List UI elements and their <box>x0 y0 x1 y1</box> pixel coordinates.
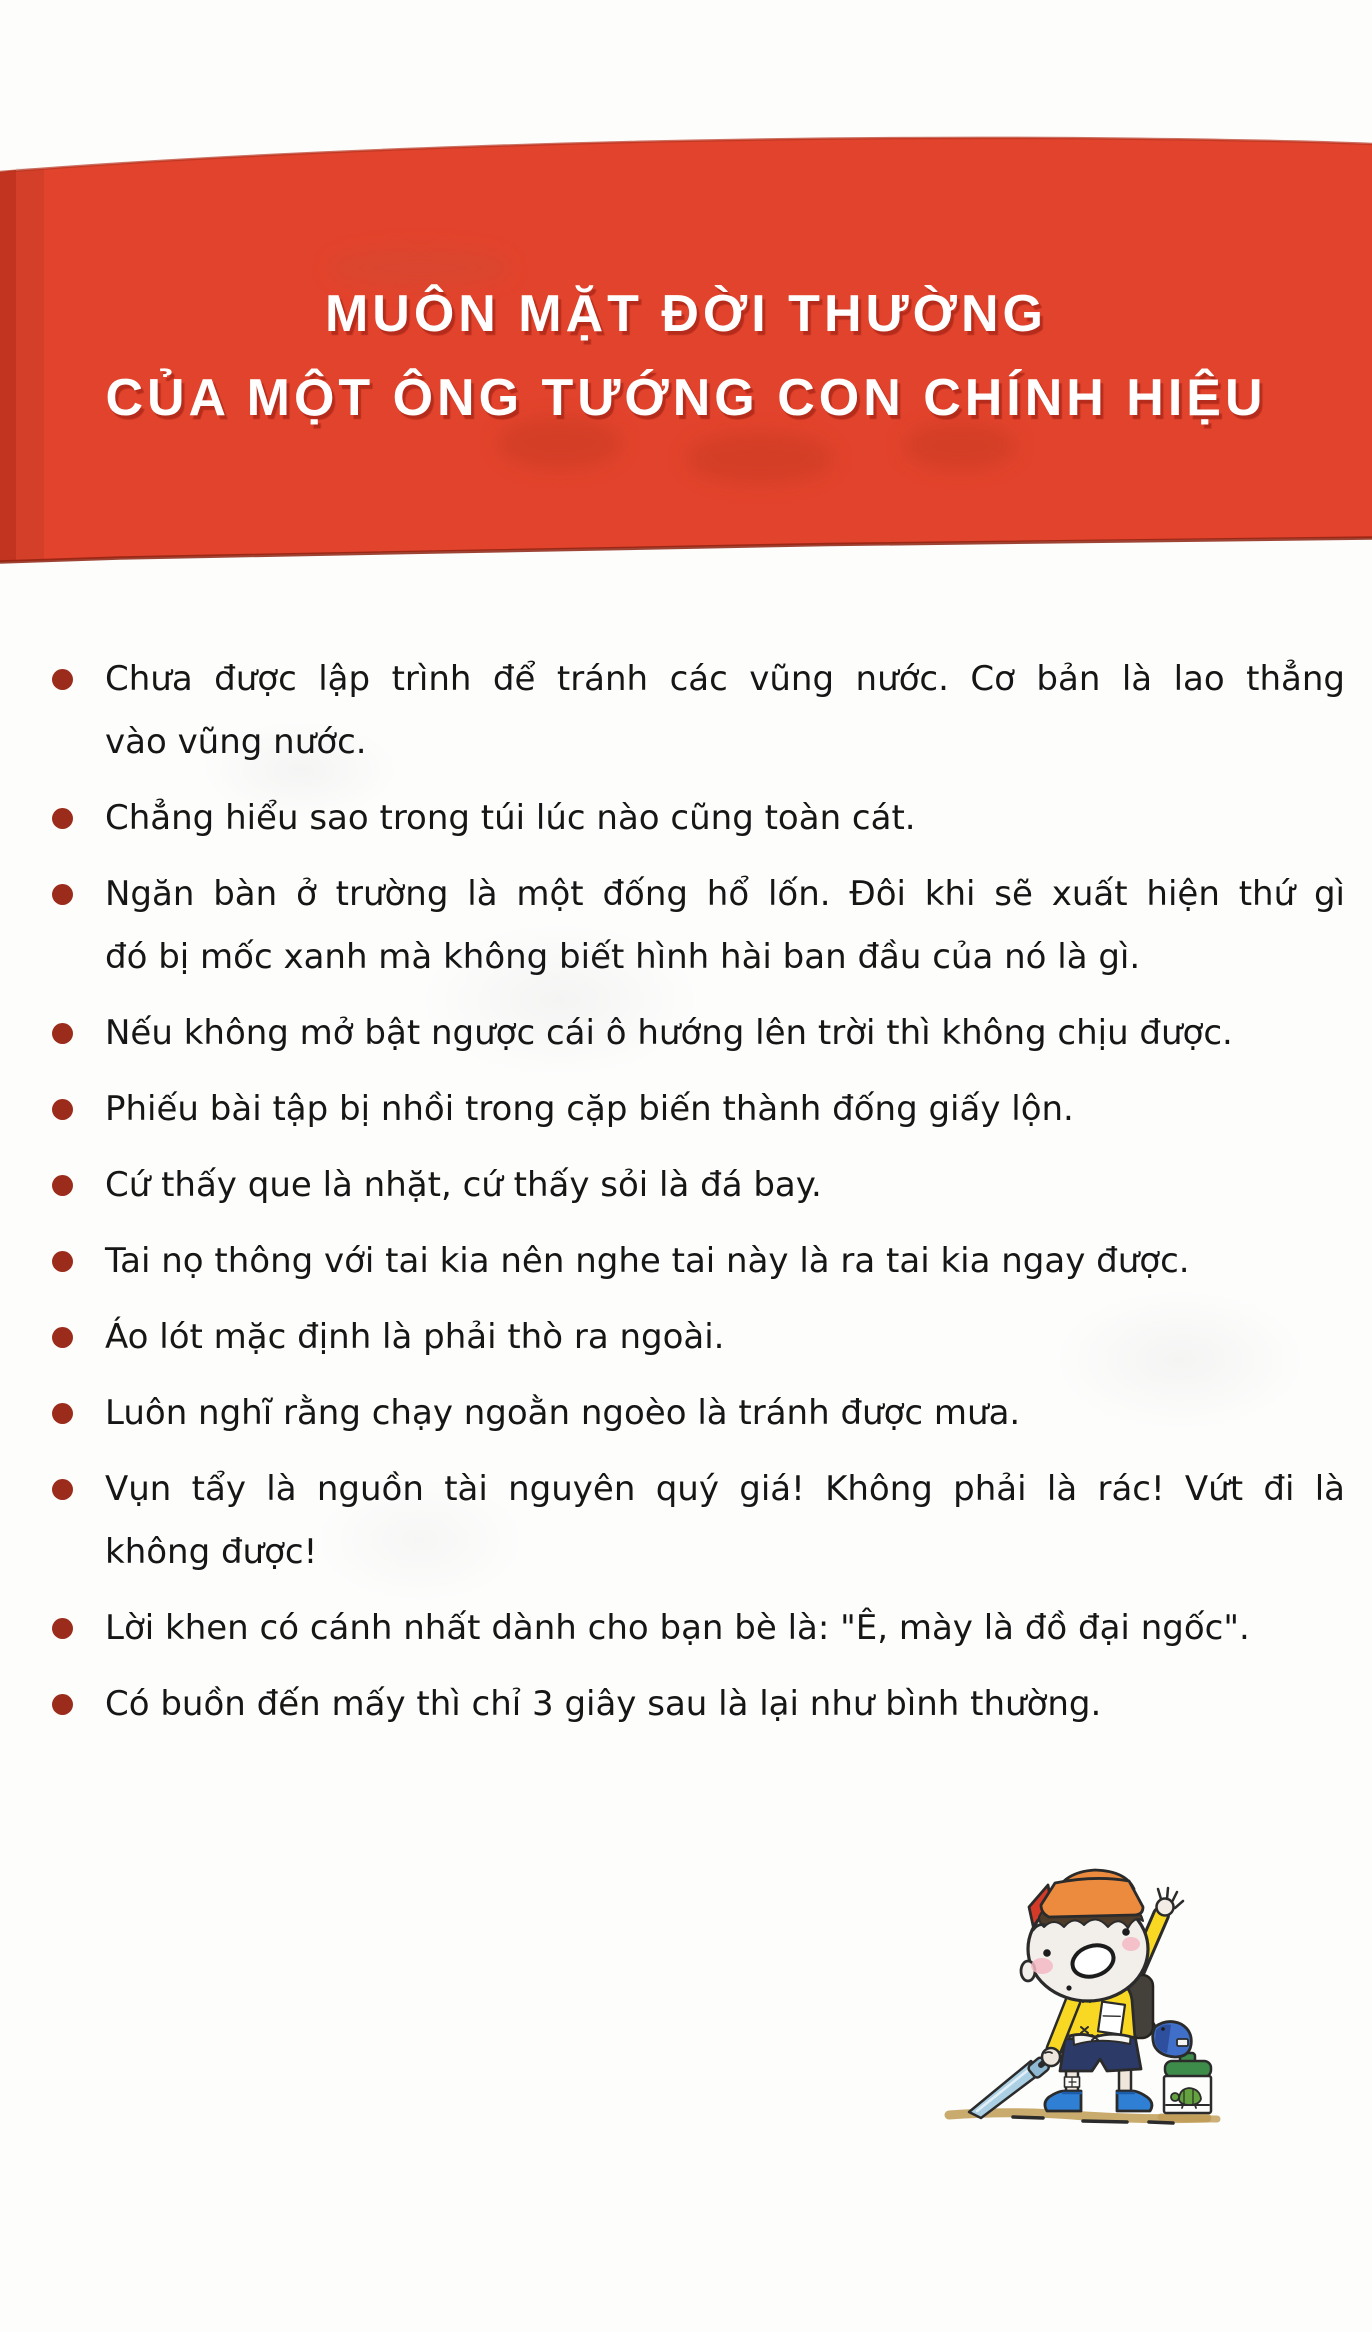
list-item-line: đó bị mốc xanh mà không biết hình hài ban đầu của nó là gì. <box>105 937 1141 977</box>
list-item-line: Tai nọ thông với tai kia nên nghe tai này là ra tai kia ngay được. <box>105 1241 1190 1281</box>
list-item <box>42 1002 1345 1065</box>
list-item-line: Vụn tẩy là nguồn tài nguyên quý giá! Không phải là rác! Vứt đi là <box>105 1469 1345 1509</box>
boy-illustration <box>935 1825 1265 2155</box>
list-item <box>42 1154 1345 1217</box>
fact-list <box>42 648 1345 1749</box>
chapter-title <box>0 272 1372 440</box>
list-item <box>42 1230 1345 1293</box>
list-item-line: Chẳng hiểu sao trong túi lúc nào cũng toàn cát. <box>105 798 916 838</box>
list-item <box>42 648 1345 774</box>
turtle-box <box>1164 2053 1211 2113</box>
rain-boots <box>1045 2091 1152 2111</box>
boy-head <box>1021 1870 1148 2001</box>
list-item-line: Cứ thấy que là nhặt, cứ thấy sỏi là đá bay. <box>105 1165 822 1205</box>
chapter-title-line2: CỦA MỘT ÔNG TƯỚNG CON CHÍNH HIỆU <box>105 369 1267 427</box>
list-item-line: không được! <box>105 1532 318 1572</box>
list-item-line: Phiếu bài tập bị nhồi trong cặp biến thành đống giấy lộn. <box>105 1089 1074 1129</box>
list-item-line: Ngăn bàn ở trường là một đống hổ lốn. Đôi khi sẽ xuất hiện thứ gì <box>105 874 1345 914</box>
list-item-line: Có buồn đến mấy thì chỉ 3 giây sau là lại như bình thường. <box>105 1684 1102 1724</box>
list-item <box>42 1597 1345 1660</box>
blue-pouch <box>1153 2022 1192 2057</box>
list-item-line: Chưa được lập trình để tránh các vũng nước. Cơ bản là lao thẳng <box>105 659 1345 699</box>
list-item <box>42 1673 1345 1736</box>
list-item-line: Luôn nghĩ rằng chạy ngoằn ngoèo là tránh được mưa. <box>105 1393 1021 1433</box>
list-item <box>42 863 1345 989</box>
list-item <box>42 1078 1345 1141</box>
title-banner <box>0 128 1372 574</box>
ground-shadow <box>949 2113 1217 2123</box>
list-item <box>42 1458 1345 1584</box>
list-item <box>42 1306 1345 1369</box>
list-item <box>42 787 1345 850</box>
list-item-line: vào vũng nước. <box>105 722 367 762</box>
list-item <box>42 1382 1345 1445</box>
cap-band <box>1041 1878 1143 1917</box>
list-item-line: Lời khen có cánh nhất dành cho bạn bè là: "Ê, mày là đồ đại ngốc". <box>105 1608 1250 1648</box>
chapter-title-line1: MUÔN MẶT ĐỜI THƯỜNG <box>324 285 1047 343</box>
list-item-line: Nếu không mở bật ngược cái ô hướng lên trời thì không chịu được. <box>105 1013 1233 1053</box>
list-item-line: Áo lót mặc định là phải thò ra ngoài. <box>105 1317 725 1357</box>
